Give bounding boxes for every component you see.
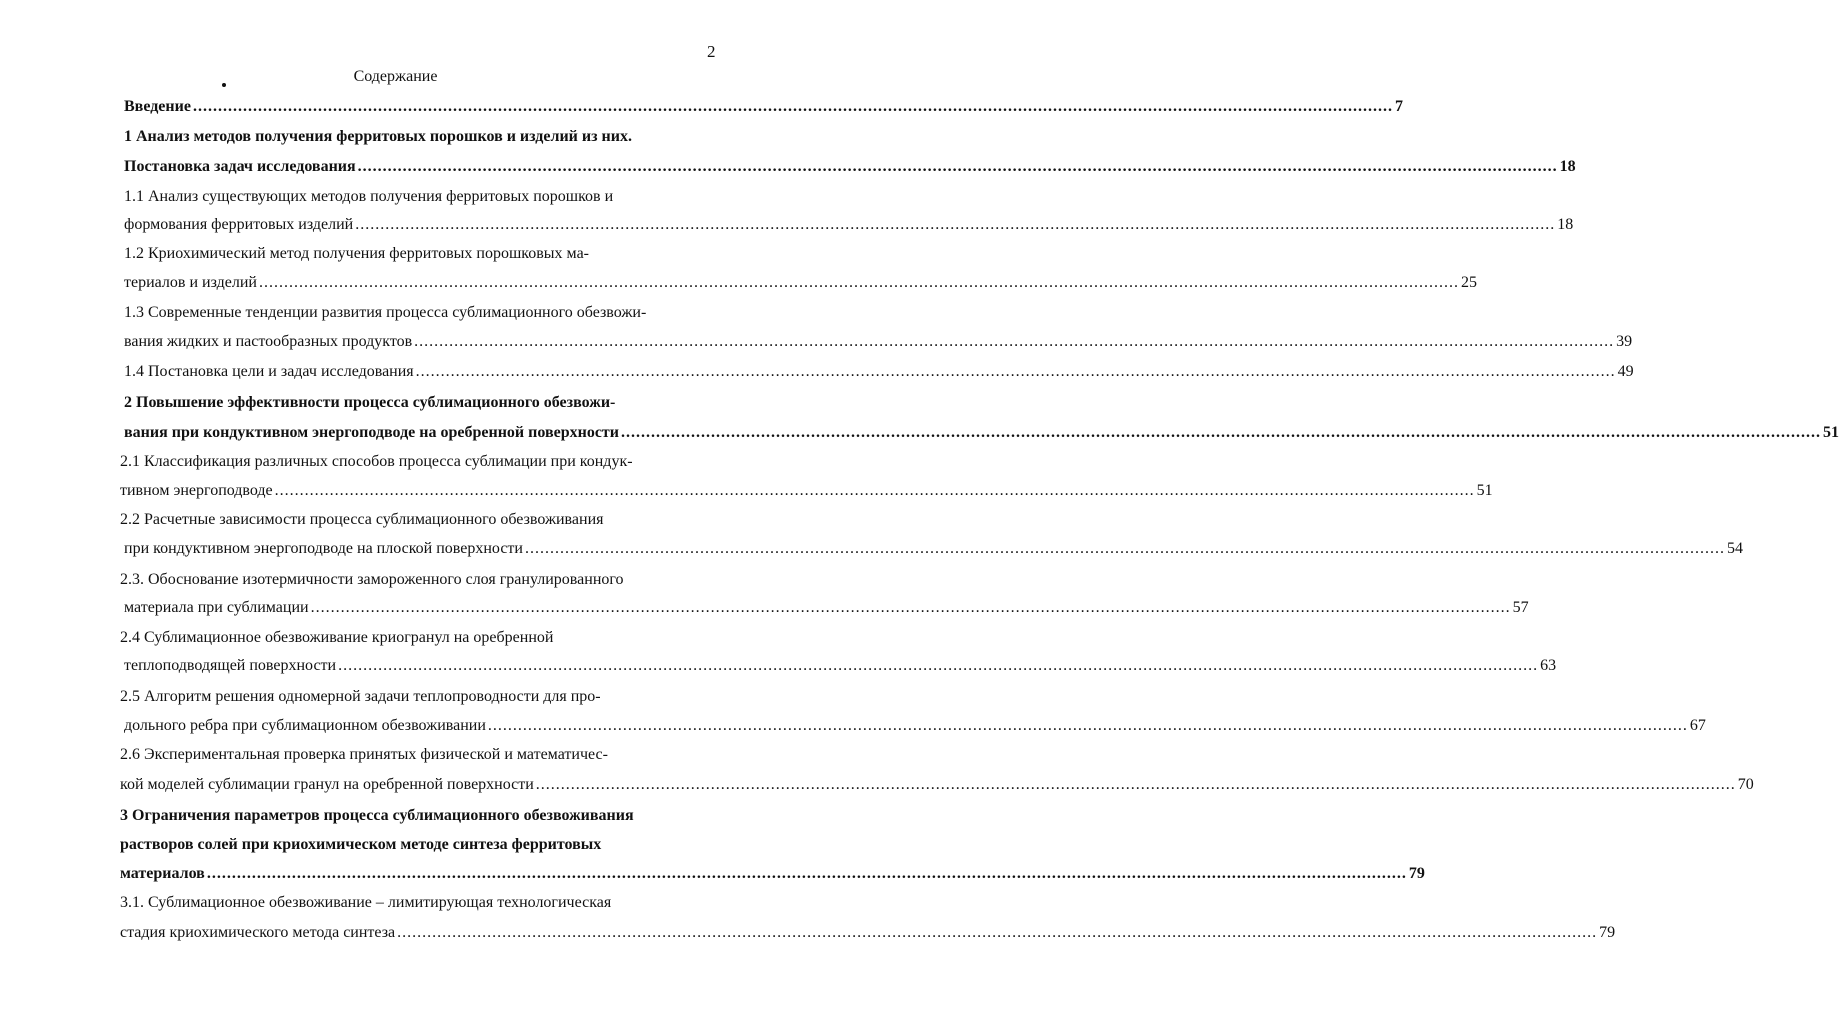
toc-entry-text: 2.4 Сублимационное обезвоживание криогранул на оребренной (120, 629, 554, 646)
toc-entry-text: 1.4 Постановка цели и задач исследования (124, 363, 414, 380)
toc-entry (120, 864, 1425, 884)
toc-page-number: 7 (1394, 98, 1403, 115)
toc-entry (120, 570, 676, 590)
toc-page-number: 51 (1823, 424, 1839, 441)
toc-entry-text: формования ферритовых изделий (124, 216, 354, 233)
toc-entry-text: 2.1 Классификация различных способов процесса сублимации при кондук- (120, 453, 633, 470)
toc-page-number: 63 (1540, 657, 1557, 674)
toc-dot-leader (193, 97, 1393, 117)
toc-dot-leader (355, 215, 1555, 235)
toc-dot-leader (416, 362, 1616, 382)
toc-dot-leader (536, 775, 1736, 795)
toc-page-number: 54 (1726, 540, 1743, 557)
toc-entry (120, 687, 676, 707)
toc-entry-text: Постановка задач исследования (124, 158, 356, 175)
toc-dot-leader (397, 923, 1597, 943)
toc-entry-text: растворов солей при криохимическом методе синтеза ферритовых (120, 836, 602, 853)
toc-entry-text: теплоподводящей поверхности (124, 657, 337, 674)
toc-entry (120, 775, 1754, 795)
toc-entry-text: 2 Повышение эффективности процесса сублимационного обезвожи- (124, 394, 616, 411)
toc-dot-leader (338, 656, 1538, 676)
toc-entry (124, 127, 686, 147)
toc-page-number: 67 (1689, 717, 1706, 734)
toc-dot-leader (621, 423, 1821, 443)
toc-entry (124, 157, 1576, 177)
toc-dot-leader (488, 716, 1688, 736)
toc-entry-text: вания жидких и пастообразных продуктов (124, 333, 413, 350)
toc-entry-text: 1.2 Криохимический метод получения ферритовых порошковых ма- (124, 245, 589, 262)
toc-page-number: 70 (1737, 776, 1754, 793)
toc-entry (124, 332, 1633, 352)
toc-entry (124, 303, 686, 323)
toc-page-number: 49 (1617, 363, 1634, 380)
toc-entry (120, 806, 686, 826)
toc-entry-text: 1.1 Анализ существующих методов получения ферритовых порошков и (124, 188, 614, 205)
toc-entry-text: материала при сублимации (124, 599, 309, 616)
toc-dot-leader (207, 864, 1407, 884)
toc-page-number: 51 (1476, 482, 1493, 499)
toc-entry (120, 745, 676, 765)
toc-entry-text: 2.3. Обоснование изотермичности замороженного слоя гранулированного (120, 571, 624, 588)
toc-page-number: 79 (1599, 924, 1616, 941)
toc-entry-text: 2.5 Алгоритм решения одномерной задачи теплопроводности для про- (120, 688, 601, 705)
toc-entry (124, 539, 1743, 559)
toc-entry (124, 273, 1477, 293)
toc-entry (120, 481, 1493, 501)
toc-dot-leader (525, 539, 1725, 559)
page-number: 2 (707, 42, 716, 61)
toc-entry (124, 598, 1529, 618)
toc-dot-leader (275, 481, 1475, 501)
toc-dot-leader (358, 157, 1558, 177)
toc-entry (120, 452, 676, 472)
toc-entry-text: териалов и изделий (124, 274, 257, 291)
toc-entry-text: дольного ребра при сублимационном обезвоживании (124, 717, 486, 734)
toc-entry-text: 3 Ограничения параметров процесса сублимационного обезвоживания (120, 807, 634, 824)
toc-page-number: 79 (1408, 865, 1425, 882)
toc-entry-text: вания при кондуктивном энергоподводе на оребренной поверхности (124, 424, 619, 441)
toc-entry (124, 716, 1706, 736)
toc-page-number: 25 (1460, 274, 1477, 291)
toc-entry-text: 1.3 Современные тенденции развития процесса сублимационного обезвожи- (124, 304, 647, 321)
toc-entry (120, 893, 676, 913)
toc-entry (120, 510, 676, 530)
toc-entry (120, 628, 676, 648)
toc-entry-text: тивном энергоподводе (120, 482, 273, 499)
toc-dot-leader (311, 598, 1511, 618)
toc-dot-leader (414, 332, 1614, 352)
toc-entry (124, 362, 1634, 382)
toc-entry (124, 215, 1574, 235)
toc-entry (124, 187, 676, 207)
toc-entry-text: Введение (124, 98, 191, 115)
toc-entry-text: 2.2 Расчетные зависимости процесса сублимационного обезвоживания (120, 511, 604, 528)
toc-entry (120, 923, 1616, 943)
toc-entry (124, 97, 1403, 117)
toc-page-number: 39 (1616, 333, 1633, 350)
toc-entry-text: 1 Анализ методов получения ферритовых порошков и изделий из них. (124, 128, 632, 145)
toc-entry-text: материалов (120, 865, 205, 882)
toc-entry (124, 393, 676, 413)
page-title: Содержание (353, 68, 438, 85)
toc-page-number: 18 (1559, 158, 1576, 175)
toc-entry-text: 2.6 Экспериментальная проверка принятых физической и математичес- (120, 746, 608, 763)
toc-entry (124, 423, 1839, 443)
toc-page-number: 18 (1557, 216, 1574, 233)
toc-entry-text: кой моделей сублимации гранул на оребренной поверхности (120, 776, 534, 793)
toc-entry (124, 656, 1557, 676)
toc-dot-leader (259, 273, 1459, 293)
toc-entry (124, 244, 676, 264)
toc-entry-text: 3.1. Сублимационное обезвоживание – лимитирующая технологическая (120, 894, 612, 911)
toc-entry (120, 835, 676, 855)
toc-entry-text: при кондуктивном энергоподводе на плоской поверхности (124, 540, 523, 557)
toc-page-number: 57 (1512, 599, 1529, 616)
toc-entry-text: стадия криохимического метода синтеза (120, 924, 396, 941)
